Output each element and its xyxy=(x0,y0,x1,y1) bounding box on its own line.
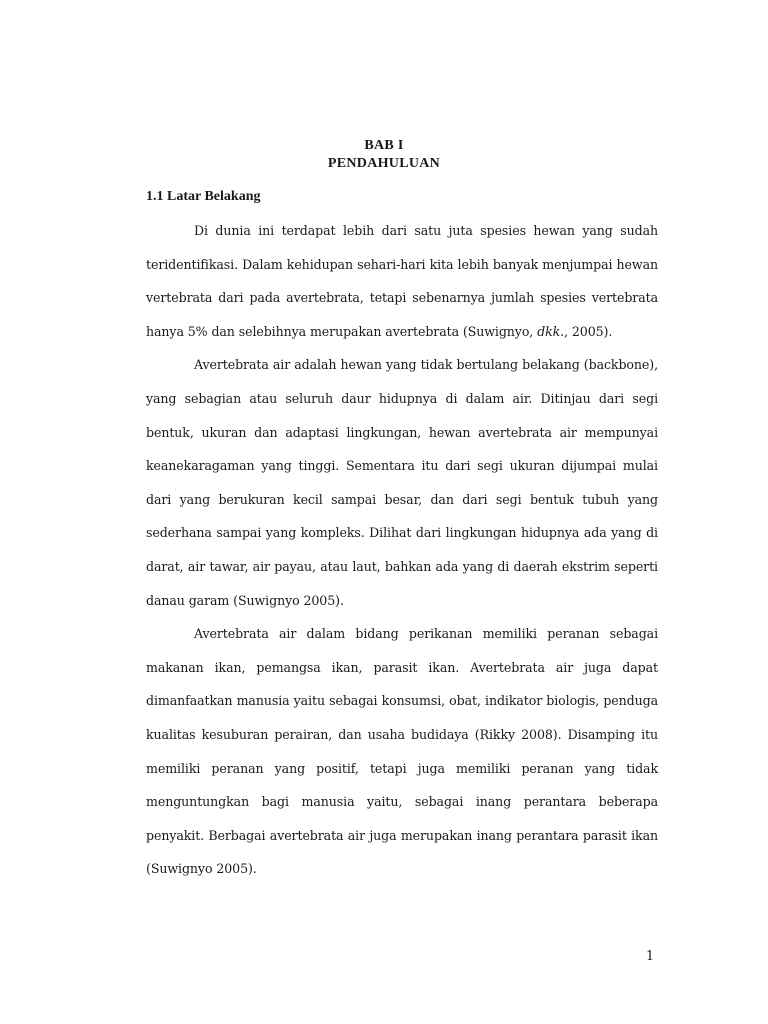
paragraph-1-text: Di dunia ini terdapat lebih dari satu juta spesies hewan yang sudah teridentifikasi. Dalam kehidupan sehari-hari kita lebih banyak menjumpai hewan vertebrata dari pada avertebrata, tetapi sebenarnya jumlah spesies vertebrata hanya 5% dan selebihnya merupakan avertebrata (Suwignyo, xyxy=(146,223,658,339)
paragraph-1-tail: , 2005). xyxy=(564,323,613,339)
chapter-label: BAB I xyxy=(364,138,404,153)
paragraph-3: Avertebrata air dalam bidang perikanan memiliki peranan sebagai makanan ikan, pemangsa ikan, parasit ikan. Avertebrata air juga dapat dimanfaatkan manusia yaitu sebagai konsumsi, obat, indikator biologis, penduga kualitas kesuburan perairan, dan usaha budidaya (Rikky 2008). Disamping itu memiliki peranan yang positif, tetapi juga memiliki peranan yang tidak menguntungkan bagi manusia yaitu, sebagai inang perantara beberapa penyakit. Berbagai avertebrata air juga merupakan inang perantara parasit ikan (Suwignyo 2005). xyxy=(146,626,658,877)
paragraph-2: Avertebrata air adalah hewan yang tidak bertulang belakang (backbone), yang sebagian atau seluruh daur hidupnya di dalam air. Ditinjau dari segi bentuk, ukuran dan adaptasi lingkungan, hewan avertebrata air mempunyai keanekaragaman yang tinggi. Sementara itu dari segi ukuran dijumpai mulai dari yang berukuran kecil sampai besar, dan dari segi bentuk tubuh yang sederhana sampai yang kompleks. Dilihat dari lingkungan hidupnya ada yang di darat, air tawar, air payau, atau laut, bahkan ada yang di daerah ekstrim seperti danau garam (Suwignyo 2005). xyxy=(146,357,658,608)
paragraph-1 xyxy=(146,214,658,348)
section-title: 1.1 Latar Belakang xyxy=(146,189,261,204)
chapter-title: PENDAHULUAN xyxy=(327,156,441,171)
page-number: 1 xyxy=(646,948,655,963)
body-text xyxy=(146,214,658,886)
paragraph-1-italic: dkk. xyxy=(537,323,565,339)
